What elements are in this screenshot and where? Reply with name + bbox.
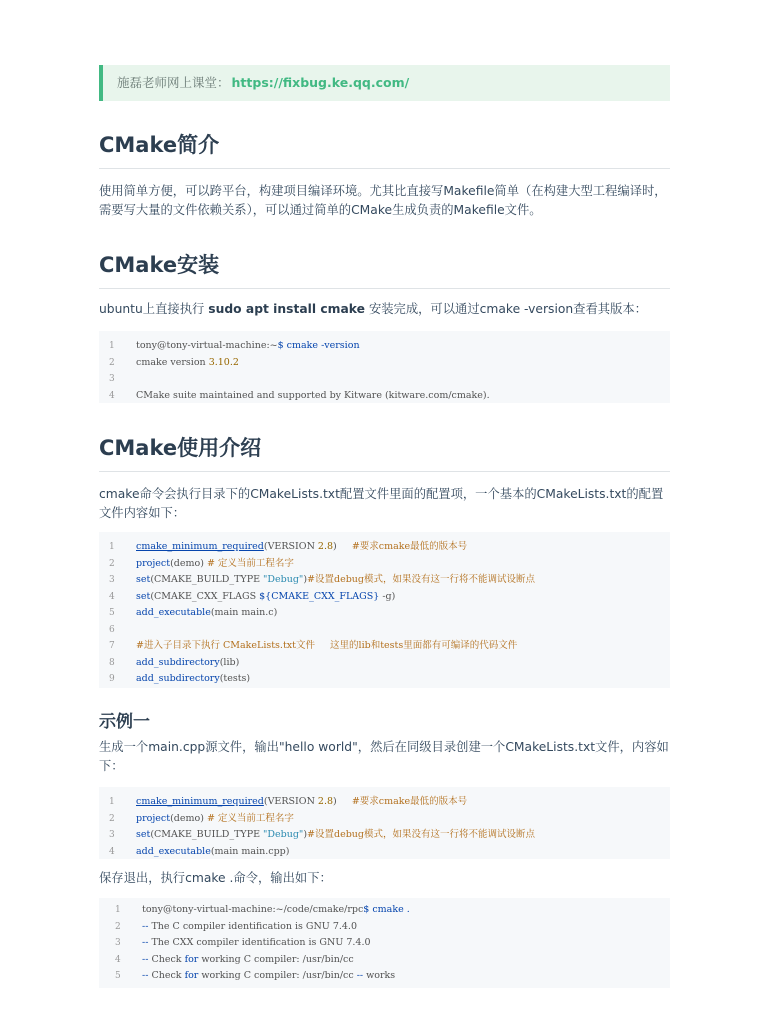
- line-number: 1: [109, 797, 115, 807]
- code-token: cmake version: [136, 356, 209, 368]
- code-text: [136, 844, 289, 861]
- install-command: sudo apt install cmake: [208, 302, 365, 316]
- line-number: 1: [109, 542, 115, 552]
- code-line: [99, 655, 670, 672]
- code-line: [99, 794, 670, 811]
- code-text: [136, 811, 294, 828]
- line-number: 3: [115, 938, 121, 948]
- code-token: (demo): [170, 557, 207, 569]
- code-text: [142, 919, 357, 936]
- code-token: 3.10.2: [208, 356, 239, 368]
- code-token: (lib): [219, 656, 240, 668]
- code-token: working C compiler: /usr/bin/cc: [198, 970, 357, 981]
- usage-paragraph: cmake命令会执行目录下的CMakeLists.txt配置文件里面的配置项，一个基本的CMakeLists.txt的配置文件内容如下：: [99, 487, 664, 520]
- run-paragraph: 保存退出，执行cmake .命令，输出如下：: [99, 871, 332, 885]
- code-line: [99, 671, 670, 688]
- example-paragraph: 生成一个main.cpp源文件，输出"hello world"，然后在同级目录创建一个CMakeLists.txt文件，内容如下：: [99, 740, 669, 773]
- line-number: 3: [109, 374, 115, 384]
- code-token: (main main.c): [210, 607, 278, 618]
- code-text: [142, 952, 354, 969]
- install-paragraph: [99, 300, 670, 319]
- code-text: [136, 605, 277, 622]
- code-line: [99, 572, 670, 589]
- code-text: [136, 589, 395, 606]
- line-number: 4: [109, 846, 115, 857]
- code-token: $ cmake .: [363, 904, 410, 915]
- code-token: for: [184, 970, 199, 981]
- code-text: [136, 355, 239, 372]
- code-text: [136, 827, 535, 844]
- code-token: --: [142, 953, 149, 965]
- code-text: [136, 794, 467, 811]
- code-token: (CMAKE_BUILD_TYPE: [150, 829, 264, 840]
- code-line: [99, 935, 670, 952]
- code-text: [136, 655, 239, 672]
- code-token: $ cmake -version: [277, 340, 360, 351]
- code-token: # 定义当前工程名字: [206, 812, 294, 824]
- line-number: 7: [109, 641, 115, 651]
- line-number: 1: [115, 905, 121, 915]
- code-text: [142, 968, 395, 985]
- code-token: project: [136, 557, 171, 569]
- code-line: [99, 811, 670, 828]
- code-token: The CXX compiler identification is GNU 7.4.0: [148, 937, 371, 948]
- code-token: Check: [148, 970, 185, 981]
- code-token: --: [142, 970, 149, 981]
- code-token: (CMAKE_BUILD_TYPE: [150, 574, 264, 585]
- code-token: --: [142, 937, 149, 948]
- code-line: [99, 338, 670, 355]
- code-token: add_executable: [136, 845, 211, 857]
- code-block-cmakelists: [99, 532, 670, 688]
- code-token: works: [363, 970, 396, 981]
- install-text-before: ubuntu上直接执行: [99, 302, 205, 316]
- line-number: 4: [115, 954, 121, 965]
- line-number: 1: [109, 341, 115, 351]
- code-token: --: [142, 920, 149, 932]
- code-text: [142, 902, 410, 919]
- code-line: [99, 827, 670, 844]
- info-tip: [99, 65, 670, 101]
- line-number: 5: [115, 971, 121, 981]
- heading-cmake-usage: CMake使用介绍: [99, 432, 670, 472]
- line-number: 3: [109, 830, 115, 840]
- code-block-install: [99, 331, 670, 403]
- line-number: 5: [109, 608, 115, 618]
- code-token: -g): [379, 590, 396, 602]
- code-token: #要求cmake最低的版本号: [351, 541, 468, 552]
- code-token: #设置debug模式，如果没有这一行将不能调试设断点: [307, 829, 535, 840]
- code-line: [99, 622, 670, 639]
- code-text: [136, 539, 467, 556]
- install-text-after: 安装完成，可以通过cmake -version查看其版本：: [368, 302, 647, 316]
- code-token: ): [303, 829, 308, 840]
- heading-example-one: 示例一: [99, 712, 150, 732]
- line-number: 2: [115, 921, 121, 932]
- code-token: #进入子目录下执行 CMakeLists.txt文件 这里的lib和tests里面都有可编译的代码文件: [136, 640, 518, 651]
- code-line: [99, 539, 670, 556]
- code-token: # 定义当前工程名字: [206, 557, 294, 569]
- code-line: [99, 844, 670, 861]
- code-text: [136, 671, 250, 688]
- code-text: [136, 638, 517, 655]
- code-token: ): [333, 796, 352, 807]
- code-line: [99, 968, 670, 985]
- code-text: [136, 388, 490, 405]
- line-number: 4: [109, 390, 115, 401]
- code-token: tony@tony-virtual-machine:~: [136, 340, 278, 351]
- code-token: tony@tony-virtual-machine:~/code/cmake/rpc: [142, 904, 364, 915]
- code-line: [99, 589, 670, 606]
- code-text: [142, 935, 371, 952]
- code-token: add_executable: [136, 607, 211, 618]
- code-line: [99, 355, 670, 372]
- code-token: ): [303, 574, 308, 585]
- code-token: (CMAKE_CXX_FLAGS: [150, 590, 260, 602]
- code-token: working C compiler: /usr/bin/cc: [198, 953, 354, 965]
- line-number: 9: [109, 674, 115, 684]
- code-text: [136, 572, 535, 589]
- code-token: (VERSION: [263, 541, 318, 552]
- line-number: 3: [109, 575, 115, 585]
- code-token: set: [136, 574, 151, 585]
- code-line: [99, 556, 670, 573]
- code-text: [136, 338, 360, 355]
- code-token: project: [136, 812, 171, 824]
- code-token: ${CMAKE_CXX_FLAGS}: [259, 590, 380, 602]
- code-token: "Debug": [263, 829, 304, 840]
- code-token: set: [136, 829, 151, 840]
- line-number: 8: [109, 657, 115, 668]
- code-line: [99, 952, 670, 969]
- line-number: 2: [109, 357, 115, 368]
- code-token: (demo): [170, 812, 207, 824]
- code-token: (VERSION: [263, 796, 318, 807]
- code-line: [99, 902, 670, 919]
- code-line: [99, 638, 670, 655]
- code-token: #设置debug模式，如果没有这一行将不能调试设断点: [307, 574, 535, 585]
- code-token: Check: [148, 953, 185, 965]
- code-token: --: [356, 970, 364, 981]
- code-token: The C compiler identification is GNU 7.4.0: [148, 920, 357, 932]
- heading-cmake-install: CMake安装: [99, 249, 670, 289]
- code-token: 2.8: [317, 796, 334, 807]
- line-number: 2: [109, 558, 115, 569]
- intro-paragraph: 使用简单方便，可以跨平台，构建项目编译环境。尤其比直接写Makefile简单（在构建大型工程编译时，需要写大量的文件依赖关系），可以通过简单的CMake生成负责的Makefile文件。: [99, 184, 667, 217]
- code-token: CMake suite maintained and supported by Kitware (kitware.com/cmake).: [136, 389, 490, 401]
- code-token: for: [184, 953, 199, 965]
- code-token: (tests): [219, 673, 251, 684]
- code-block-output: [99, 898, 670, 988]
- code-token: #要求cmake最低的版本号: [351, 796, 468, 807]
- line-number: 4: [109, 591, 115, 602]
- code-token: set: [136, 590, 151, 602]
- line-number: 6: [109, 624, 115, 635]
- code-line: [99, 605, 670, 622]
- code-line: [99, 388, 670, 405]
- code-line: [99, 371, 670, 388]
- course-link[interactable]: https://fixbug.ke.qq.com/: [231, 75, 410, 90]
- tip-prefix: 施磊老师网上课堂：: [117, 75, 230, 90]
- code-token: cmake_minimum_required: [136, 541, 264, 552]
- line-number: 2: [109, 813, 115, 824]
- code-token: cmake_minimum_required: [136, 796, 264, 807]
- code-token: ): [333, 541, 352, 552]
- code-line: [99, 919, 670, 936]
- code-token: add_subdirectory: [136, 656, 220, 668]
- code-token: (main main.cpp): [210, 845, 290, 857]
- code-token: "Debug": [263, 574, 304, 585]
- code-block-example: [99, 787, 670, 859]
- code-token: add_subdirectory: [136, 673, 220, 684]
- heading-cmake-intro: CMake简介: [99, 129, 670, 169]
- code-token: 2.8: [317, 541, 334, 552]
- code-text: [136, 556, 294, 573]
